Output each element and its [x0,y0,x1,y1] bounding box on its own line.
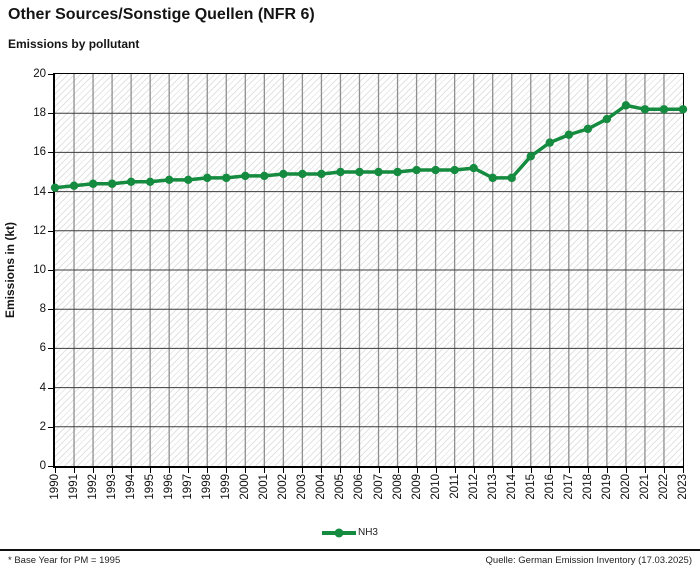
x-tick-label: 2007 [372,474,385,500]
y-tick-label: 20 [33,68,46,80]
legend-item-label: NH3 [357,527,378,538]
y-tick-mark [48,348,53,349]
x-tick-mark [150,468,151,473]
x-tick-mark [664,468,665,473]
chart-plot-area [53,73,684,468]
x-tick-mark [207,468,208,473]
data-point-marker [108,180,116,188]
x-tick-label: 2023 [677,474,689,500]
x-tick-label: 2003 [296,474,309,500]
data-point-marker [336,168,344,176]
y-tick-mark [48,74,53,75]
x-tick-mark [359,468,360,473]
x-tick-label: 1990 [49,474,61,500]
y-tick-label: 12 [33,224,46,237]
y-tick-mark [48,388,53,389]
data-point-marker [488,174,496,182]
x-tick-label: 2016 [543,474,556,500]
data-point-marker [317,170,325,178]
x-tick-label: 2001 [258,474,271,500]
x-tick-label: 1994 [125,474,138,500]
data-point-marker [565,131,573,139]
data-point-marker [260,172,268,180]
data-point-marker [641,105,649,113]
x-tick-label: 2008 [391,474,404,500]
y-tick-label: 0 [39,460,46,472]
x-tick-mark [455,468,456,473]
x-tick-mark [607,468,608,473]
y-tick-mark [48,192,53,193]
x-tick-mark [93,468,94,473]
data-point-marker [127,178,135,186]
x-tick-label: 2004 [315,474,328,500]
x-tick-label: 2020 [619,474,632,500]
y-tick-mark [48,309,53,310]
y-tick-mark [48,152,53,153]
y-axis-title-text: Emissions in (kt) [3,221,17,319]
x-tick-label: 1996 [163,474,176,500]
data-point-marker [431,166,439,174]
data-point-marker [165,176,173,184]
data-point-marker [679,105,687,113]
x-tick-label: 2021 [638,474,651,500]
footer-source-note: Quelle: German Emission Inventory (17.03.2025) [485,555,692,566]
data-point-marker [508,174,516,182]
x-tick-mark [55,468,56,473]
x-tick-mark [379,468,380,473]
x-tick-mark [74,468,75,473]
page-subtitle: Emissions by pollutant [8,37,140,51]
x-tick-label: 2022 [657,474,670,500]
x-tick-label: 2018 [581,474,594,500]
data-point-marker [584,125,592,133]
data-point-marker [184,176,192,184]
data-point-marker [70,182,78,190]
chart-canvas [55,74,683,466]
x-tick-label: 1992 [87,474,100,500]
x-tick-label: 2009 [410,474,423,500]
data-point-marker [546,138,554,146]
x-tick-mark [417,468,418,473]
x-tick-mark [569,468,570,473]
x-tick-mark [474,468,475,473]
x-tick-mark [188,468,189,473]
x-tick-mark [283,468,284,473]
data-point-marker [89,180,97,188]
x-tick-label: 1998 [201,474,214,500]
y-tick-label: 14 [33,185,46,198]
y-tick-label: 8 [39,303,46,316]
legend-dot-icon [334,528,343,537]
x-tick-label: 2005 [334,474,347,500]
x-tick-mark [531,468,532,473]
data-point-marker [450,166,458,174]
x-tick-label: 1999 [220,474,233,500]
x-tick-label: 2015 [524,474,537,500]
y-tick-mark [48,231,53,232]
x-tick-label: 2000 [239,474,252,500]
x-tick-mark [512,468,513,473]
data-point-marker [241,172,249,180]
x-tick-mark [588,468,589,473]
data-point-marker [222,174,230,182]
data-point-marker [412,166,420,174]
data-point-marker [527,152,535,160]
x-tick-label: 2011 [448,474,461,499]
y-tick-label: 18 [33,107,46,120]
x-tick-label: 2017 [562,474,575,500]
x-tick-mark [321,468,322,473]
x-tick-label: 2002 [277,474,290,500]
x-tick-mark [340,468,341,473]
x-tick-label: 1997 [182,474,195,500]
x-tick-mark [169,468,170,473]
data-point-marker [603,115,611,123]
x-tick-mark [626,468,627,473]
y-tick-label: 2 [39,420,46,433]
x-tick-mark [436,468,437,473]
x-tick-mark [131,468,132,473]
chart-legend [0,527,700,538]
x-tick-mark [645,468,646,473]
x-tick-mark [112,468,113,473]
data-point-marker [374,168,382,176]
x-tick-label: 1991 [68,474,81,500]
y-tick-mark [48,270,53,271]
x-tick-mark [226,468,227,473]
data-point-marker [660,105,668,113]
y-tick-label: 6 [39,342,46,355]
x-tick-mark [683,468,684,473]
y-tick-mark [48,427,53,428]
chart-footer [0,549,700,566]
x-tick-label: 2014 [505,474,518,500]
footer-base-year-note: * Base Year for PM = 1995 [8,555,121,566]
x-tick-label: 2013 [486,474,499,500]
x-tick-mark [550,468,551,473]
legend-item-nh3 [322,527,378,538]
x-tick-mark [398,468,399,473]
y-tick-mark [48,113,53,114]
x-tick-mark [245,468,246,473]
data-point-marker [355,168,363,176]
x-tick-mark [493,468,494,473]
page-title: Other Sources/Sonstige Quellen (NFR 6) [8,6,315,23]
x-tick-label: 2012 [467,474,480,500]
data-point-marker [203,174,211,182]
y-tick-label: 4 [39,381,46,394]
data-point-marker [298,170,306,178]
data-point-marker [146,178,154,186]
y-tick-label: 10 [33,264,46,276]
data-point-marker [279,170,287,178]
x-tick-label: 2006 [353,474,366,500]
data-point-marker [469,164,477,172]
x-tick-mark [302,468,303,473]
x-tick-mark [264,468,265,473]
y-tick-mark [48,466,53,467]
x-tick-label: 1995 [144,474,157,500]
x-tick-label: 1993 [106,474,119,500]
x-tick-label: 2019 [600,474,613,500]
y-tick-label: 16 [33,146,46,159]
legend-line-marker-icon [322,527,356,538]
data-point-marker [393,168,401,176]
x-tick-label: 2010 [429,474,442,500]
series-line-NH3 [55,105,683,187]
data-point-marker [622,101,630,109]
